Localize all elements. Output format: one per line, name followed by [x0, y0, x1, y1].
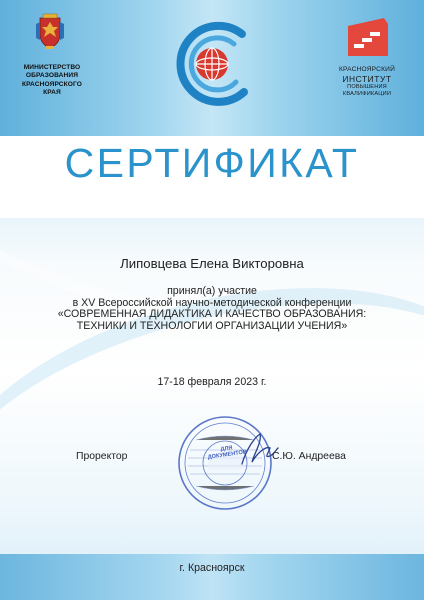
body-line: принял(а) участие — [167, 285, 257, 297]
institute-line: ПОВЫШЕНИЯ — [347, 84, 387, 90]
coat-of-arms-icon — [34, 12, 66, 50]
signatory-name: С.Ю. Андреева — [272, 451, 346, 462]
body-line: «СОВРЕМЕННАЯ ДИДАКТИКА И КАЧЕСТВО ОБРАЗОВАНИЯ: — [57, 308, 367, 321]
globe-logo-icon — [164, 16, 260, 112]
ministry-line: ОБРАЗОВАНИЯ — [25, 72, 79, 80]
ministry-line: МИНИСТЕРСТВО — [23, 64, 81, 71]
ministry-name — [12, 64, 92, 98]
institute-line: ИНСТИТУТ — [342, 74, 392, 84]
footer-band — [0, 554, 424, 600]
signatory-title: Проректор — [76, 451, 128, 462]
signature — [236, 428, 282, 472]
body-line: ТЕХНИКИ И ТЕХНОЛОГИИ ОРГАНИЗАЦИИ УЧЕНИЯ» — [76, 319, 348, 332]
body-line: в XV Всероссийской научно-методической конференции — [72, 296, 352, 309]
institute-line: КРАСНОЯРСКИЙ — [338, 66, 396, 73]
ministry-line: КРАСНОЯРСКОГО — [22, 80, 82, 88]
recipient-name: Липовцева Елена Викторовна — [120, 256, 304, 271]
stamp-text: ДЛЯ ДОКУМЕНТОВ — [207, 445, 248, 462]
event-dates: 17-18 февраля 2023 г. — [157, 376, 267, 388]
institute-name — [328, 66, 406, 98]
certificate-title: СЕРТИФИКАТ — [64, 140, 360, 186]
city-label: г. Красноярск — [179, 562, 245, 574]
ministry-line: КРАЯ — [43, 89, 61, 97]
participation-text — [14, 286, 410, 332]
institute-logo-icon — [344, 16, 392, 58]
institute-line: КВАЛИФИКАЦИИ — [342, 91, 392, 97]
